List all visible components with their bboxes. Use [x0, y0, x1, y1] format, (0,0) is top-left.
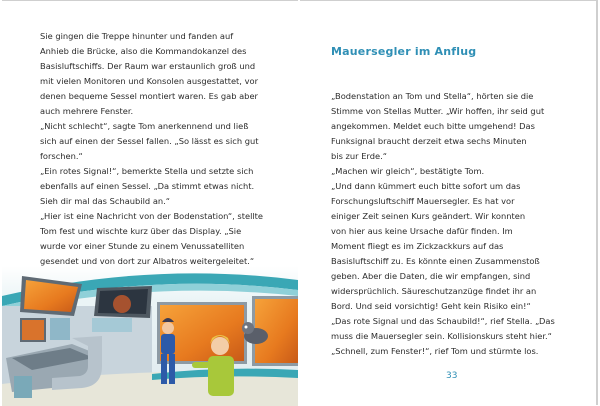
text-line: Stimme von Stellas Mutter. „Wir hoffen, ihr seid gut — [331, 106, 545, 116]
text-line: angekommen. Meldet euch bitte umgehend! Das — [331, 121, 535, 131]
text-line: Forschungsluftschiff Mauersegler. Es hat vor — [331, 196, 515, 206]
text-line: „Hier ist eine Nachricht von der Bodenstation“, stellte — [40, 211, 264, 221]
text-line: widersprüchlich. Säureschutzanzüge findet ihr an — [331, 286, 537, 296]
text-line: einiger Zeit seinen Kurs geändert. Wir konnten — [331, 211, 526, 221]
text-line: Sie gingen die Treppe hinunter und fanden auf — [40, 31, 234, 41]
text-line: Tom fest und wischte kurz über das Display. „Sie — [40, 226, 242, 236]
text-line: Basisluftschiffs. Der Raum war erstaunlich groß und — [40, 61, 256, 71]
text-line: forschen.“ — [40, 151, 83, 161]
text-line: Sieh dir mal das Schaubild an.“ — [40, 196, 171, 206]
text-line: von hier aus keine Ursache dafür finden. Im — [331, 226, 513, 236]
page-number: 33 — [446, 371, 458, 381]
text-line: denen bequeme Sessel montiert waren. Es gab aber — [40, 91, 258, 101]
text-line: bis zur Erde.“ — [331, 151, 388, 161]
text-line: auch mehrere Fenster. — [40, 106, 134, 116]
text-line: „Und dann kümmert euch bitte sofort um das — [331, 181, 521, 191]
text-line: Bord. Und seid vorsichtig! Geht kein Risiko ein!“ — [331, 301, 531, 311]
text-line: mit vielen Monitoren und Konsolen ausgestattet, vor — [40, 76, 258, 86]
bridge-illustration — [2, 266, 298, 406]
text-line: „Nicht schlecht“, sagte Tom anerkennend und ließ — [40, 121, 249, 131]
text-line: muss die Mauersegler sein. Kollisionskurs steht hier.“ — [331, 331, 552, 341]
text-line: Anhieb die Brücke, also die Kommandokanzel des — [40, 46, 247, 56]
text-line: „Das rote Signal und das Schaubild!“, rief Stella. „Das — [331, 316, 555, 326]
text-line: ebenfalls auf einen Sessel. „Da stimmt etwas nicht. — [40, 181, 255, 191]
text-line: sich auf einen der Sessel fallen. „So lässt es sich gut — [40, 136, 259, 146]
text-line: gesendet und von dort zur Albatros weitergeleitet.“ — [40, 256, 255, 266]
right-page — [300, 0, 598, 405]
text-line: Basisluftschiff zu. Es könnte einen Zusammenstoß — [331, 256, 540, 266]
text-line: geben. Aber die Daten, die wir empfangen, sind — [331, 271, 531, 281]
text-line: „Bodenstation an Tom und Stella“, hörten sie die — [331, 91, 534, 101]
text-line: Funksignal braucht derzeit etwa sechs Minuten — [331, 136, 527, 146]
chapter-title: Mauersegler im Anflug — [331, 45, 477, 58]
text-line: „Machen wir gleich“, bestätigte Tom. — [331, 166, 485, 176]
text-line: „Schnell, zum Fenster!“, rief Tom und stürmte los. — [331, 346, 539, 356]
text-line: „Ein rotes Signal!“, bemerkte Stella und setzte sich — [40, 166, 254, 176]
left-page-text — [40, 29, 263, 269]
text-line: wurde vor einer Stunde zu einem Venussatelliten — [40, 241, 245, 251]
text-line: Moment fliegt es im Zickzackkurs auf das — [331, 241, 504, 251]
right-page-text — [331, 89, 555, 359]
